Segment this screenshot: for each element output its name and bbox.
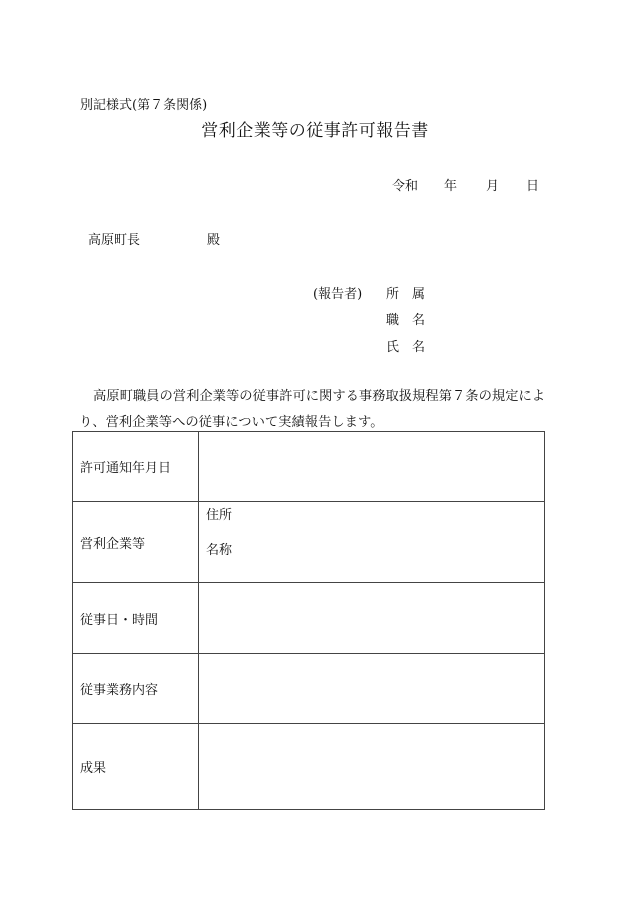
enterprise-name-label: 名称 (206, 543, 233, 558)
statement-line-1: 高原町職員の営利企業等の従事許可に関する事務取扱規程第７条の規定によ (93, 389, 546, 404)
date-month-unit: 月 (486, 179, 500, 194)
table-row-enterprise (73, 502, 545, 583)
reporter-name-char1: 氏 (386, 340, 400, 355)
permit-date-value[interactable] (199, 432, 545, 502)
reporter-position-char2: 名 (412, 313, 426, 328)
report-table (72, 431, 545, 810)
date-era: 令和 (392, 179, 419, 194)
form-identifier: 別記様式(第７条関係) (80, 98, 208, 113)
reporter-affiliation-char1: 所 (386, 287, 400, 302)
reporter-position-char1: 職 (386, 313, 400, 328)
table-row-work-content (73, 654, 545, 724)
table-row-results (73, 724, 545, 810)
results-value[interactable] (199, 724, 545, 810)
addressee-name: 高原町長 (88, 233, 141, 248)
enterprise-label: 営利企業等 (73, 502, 199, 583)
reporter-affiliation-char2: 属 (412, 287, 426, 302)
results-label: 成果 (73, 724, 199, 810)
date-year-unit: 年 (444, 179, 458, 194)
date-day-unit: 日 (526, 179, 540, 194)
report-statement (80, 384, 550, 436)
work-datetime-value[interactable] (199, 583, 545, 654)
document-title: 営利企業等の従事許可報告書 (201, 121, 429, 141)
enterprise-address-label: 住所 (206, 508, 233, 523)
reporter-name-label (386, 336, 438, 355)
reporter-position-label (386, 309, 438, 328)
statement-line-2: り、営利企業等への従事について実績報告します。 (79, 415, 384, 430)
reporter-label: (報告者) (313, 287, 363, 302)
work-content-value[interactable] (199, 654, 545, 724)
table-row-work-datetime (73, 583, 545, 654)
reporter-affiliation-label (386, 283, 438, 302)
table-row-permit-date (73, 432, 545, 502)
addressee-honorific: 殿 (207, 233, 221, 248)
reporter-name-char2: 名 (412, 340, 426, 355)
permit-date-label: 許可通知年月日 (73, 432, 199, 502)
enterprise-value[interactable] (199, 502, 545, 583)
work-content-label: 従事業務内容 (73, 654, 199, 724)
work-datetime-label: 従事日・時間 (73, 583, 199, 654)
